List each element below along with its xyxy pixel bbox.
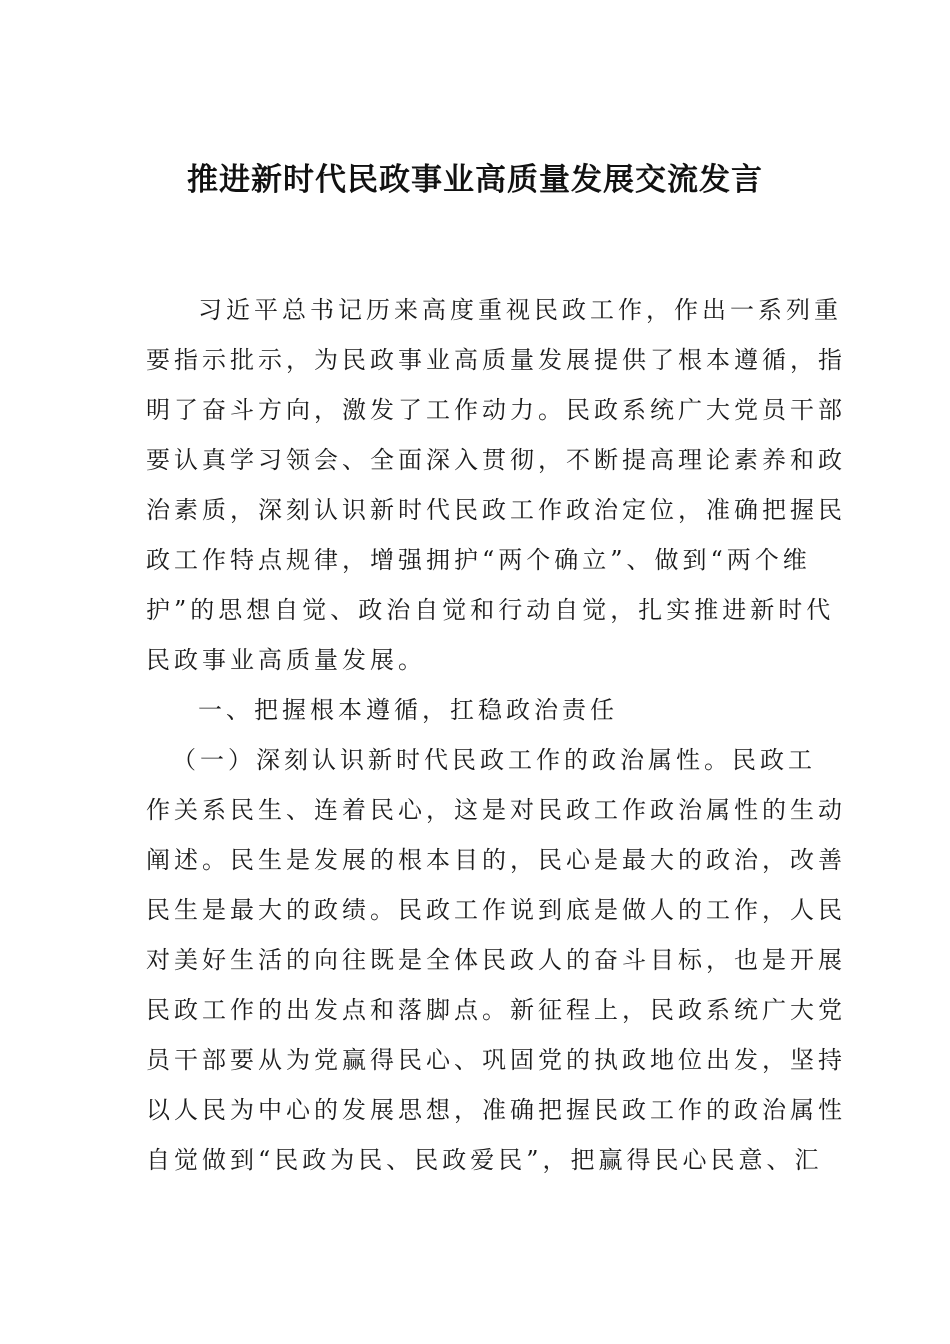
paragraph-line-3: 明了奋斗方向，激发了工作动力。民政系统广大党员干部 — [146, 396, 846, 424]
paragraph-line-12: 阐述。民生是发展的根本目的，民心是最大的政治，改善 — [146, 846, 846, 874]
paragraph-line-14: 对美好生活的向往既是全体民政人的奋斗目标，也是开展 — [146, 946, 846, 974]
paragraph-line-4: 要认真学习领会、全面深入贯彻，不断提高理论素养和政 — [146, 446, 846, 474]
paragraph-line-15: 民政工作的出发点和落脚点。新征程上，民政系统广大党 — [146, 996, 846, 1024]
paragraph-line-18: 自觉做到“民政为民、民政爱民”，把赢得民心民意、汇 — [146, 1146, 823, 1174]
paragraph-line-13: 民生是最大的政绩。民政工作说到底是做人的工作，人民 — [146, 896, 846, 924]
paragraph-line-8: 民政事业高质量发展。 — [146, 646, 426, 674]
paragraph-line-7: 护”的思想自觉、政治自觉和行动自觉，扎实推进新时代 — [146, 596, 835, 624]
paragraph-line-17: 以人民为中心的发展思想，准确把握民政工作的政治属性 — [146, 1096, 846, 1124]
paragraph-line-5: 治素质，深刻认识新时代民政工作政治定位，准确把握民 — [146, 496, 846, 524]
paragraph-line-1: 习近平总书记历来高度重视民政工作，作出一系列重 — [198, 296, 842, 324]
subsection-line-1: （一）深刻认识新时代民政工作的政治属性。民政工 — [172, 746, 816, 774]
document-title: 推进新时代民政事业高质量发展交流发言 — [187, 162, 763, 198]
paragraph-line-2: 要指示批示，为民政事业高质量发展提供了根本遵循，指 — [146, 346, 846, 374]
paragraph-line-16: 员干部要从为党赢得民心、巩固党的执政地位出发，坚持 — [146, 1046, 846, 1074]
paragraph-line-11: 作关系民生、连着民心，这是对民政工作政治属性的生动 — [146, 796, 846, 824]
paragraph-line-6: 政工作特点规律，增强拥护“两个确立”、做到“两个维 — [146, 546, 811, 574]
section-heading: 一、把握根本遵循，扛稳政治责任 — [198, 696, 618, 724]
